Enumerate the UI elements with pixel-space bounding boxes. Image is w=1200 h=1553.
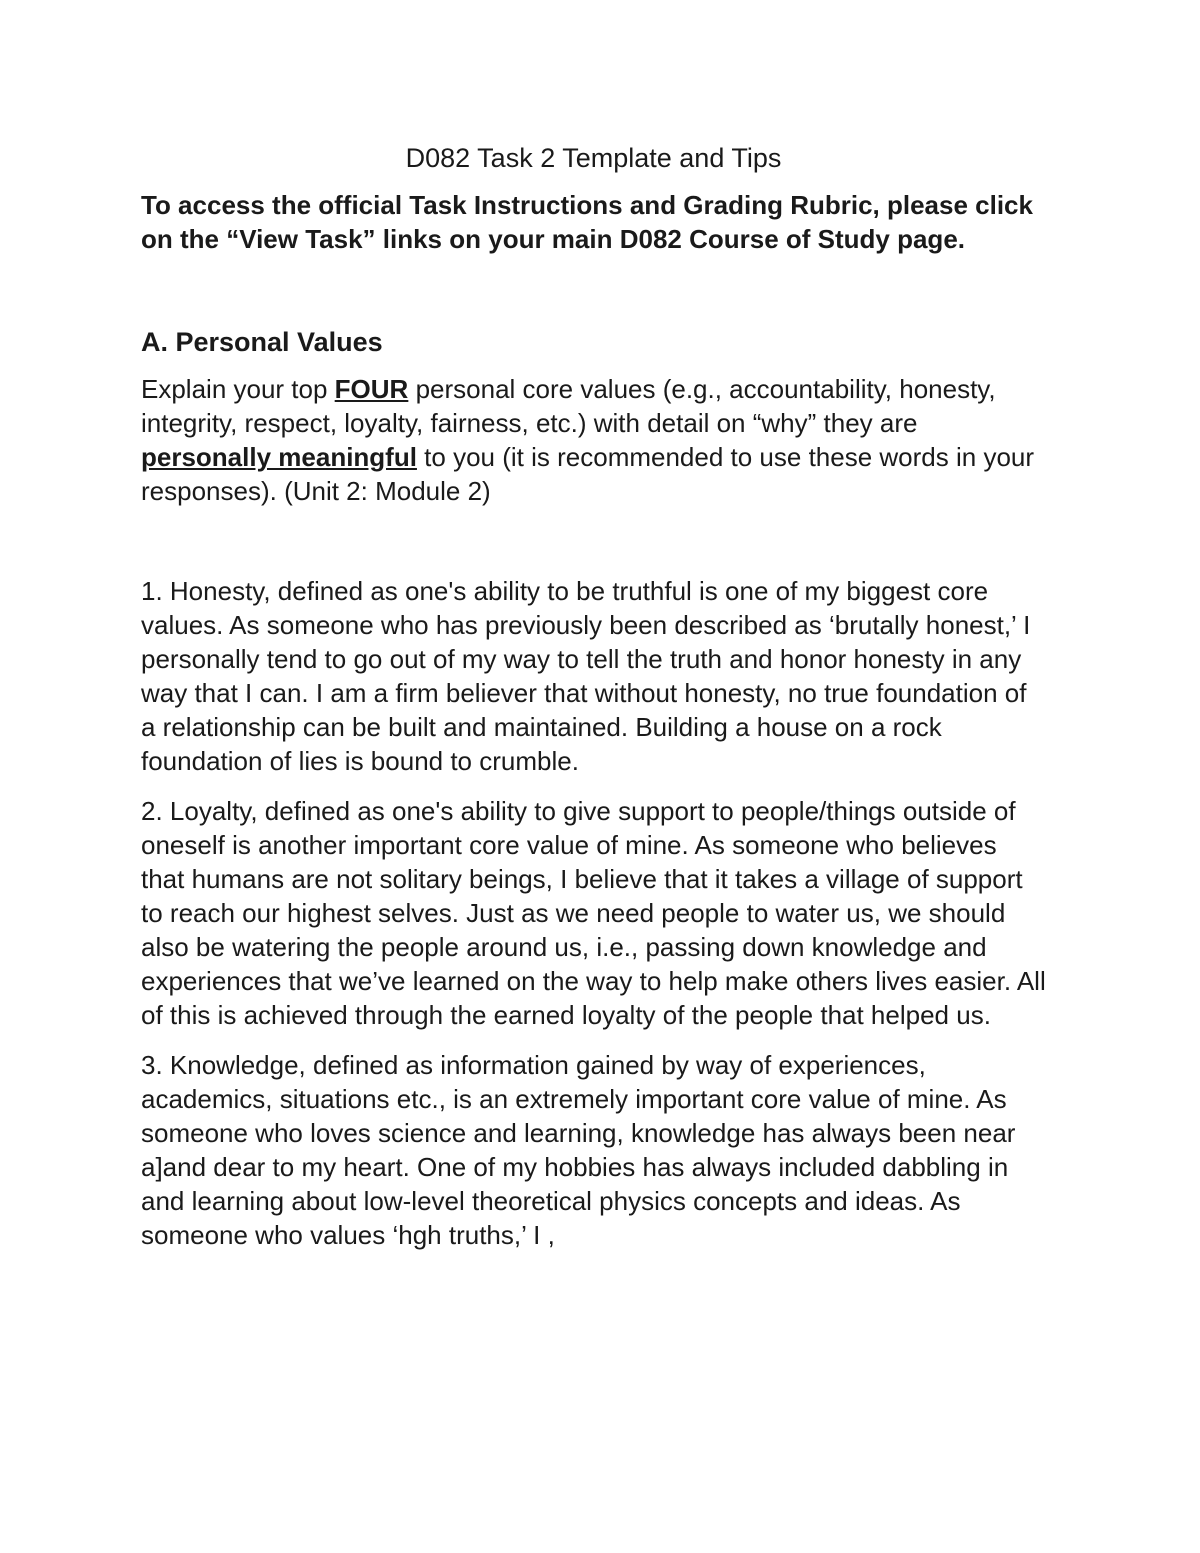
answer-paragraph: 1. Honesty, defined as one's ability to be truthful is one of my biggest core values. As someone who has previously been described as ‘brutally honest,’ I personally tend to go out of my way to tell the truth and honor honesty in any way that I can. I am a firm believer that without honesty, no true foundation of a relationship can be built and maintained. Building a house on a rock foundation of lies is bound to crumble. bbox=[141, 576, 1031, 776]
prompt-text: Explain your top bbox=[141, 374, 335, 404]
prompt-emphasis-four: FOUR bbox=[334, 374, 409, 404]
prompt-text: to you (it is recommended to use these words in your responses). (Unit 2: Module 2) bbox=[141, 442, 1035, 506]
answers-list bbox=[141, 574, 1046, 1252]
answer-paragraph: 2. Loyalty, defined as one's ability to give support to people/things outside of oneself is another important core value of mine. As someone who believes that humans are not solitary beings, I believe that it takes a village of support to reach our highest selves. Just as we need people to water us, we should also be watering the people around us, i.e., passing down knowledge and experiences that we’ve learned on the way to help make others lives easier. All of this is achieved through the earned loyalty of the people that helped us. bbox=[141, 796, 1046, 1030]
prompt-text: personal core values (e.g., accountability, honesty, integrity, respect, loyalty, fairness, etc.) with detail on “why” they are bbox=[141, 374, 996, 438]
answer-paragraph: 3. Knowledge, defined as information gained by way of experiences, academics, situations etc., is an extremely important core value of mine. As someone who loves science and learning, knowledge has always been near a]and dear to my heart. One of my hobbies has always included dabbling in and learning about low-level theoretical physics concepts and ideas. As someone who values ‘hgh truths,’ I , bbox=[141, 1050, 1016, 1250]
section-prompt bbox=[141, 372, 1046, 508]
document-page bbox=[141, 140, 1046, 1268]
document-title: D082 Task 2 Template and Tips bbox=[405, 143, 782, 173]
access-instructions: To access the official Task Instructions and Grading Rubric, please click on the “View Task” links on your main D082 Course of Study page. bbox=[141, 190, 1033, 254]
section-heading-personal-values: A. Personal Values bbox=[141, 327, 383, 357]
prompt-emphasis-meaningful: personally meaningful bbox=[141, 442, 417, 472]
